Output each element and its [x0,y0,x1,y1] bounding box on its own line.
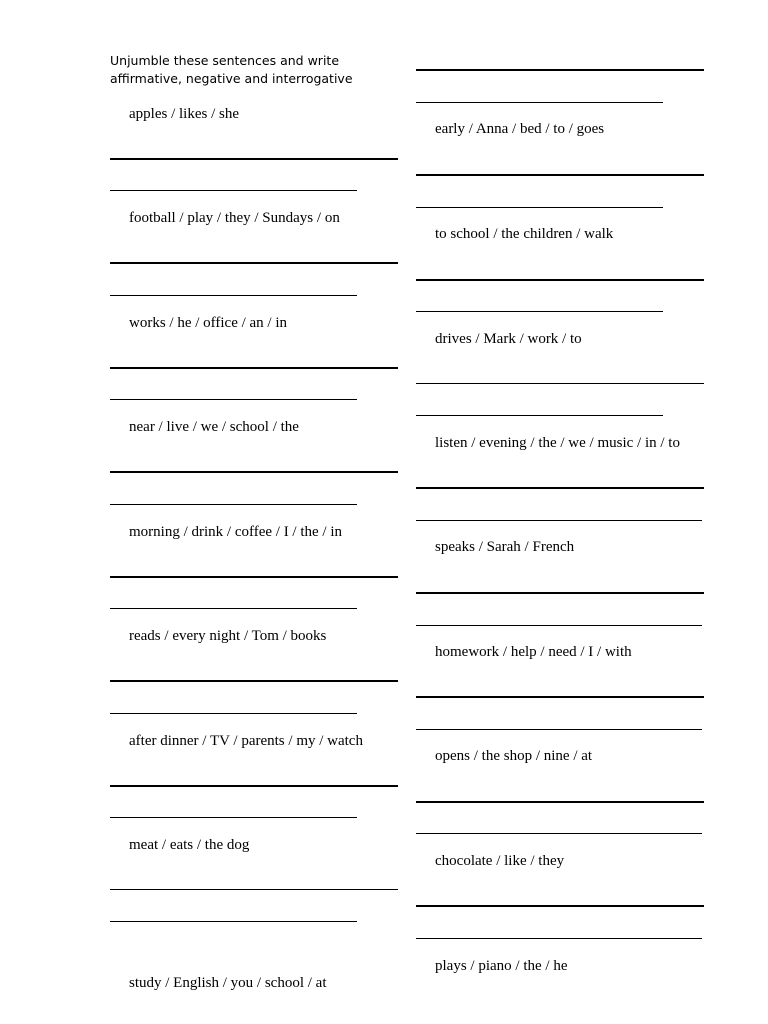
answer-line [416,69,704,71]
prompt-right-8: chocolate / like / they [435,853,565,869]
prompt-left-6: reads / every night / Tom / books [129,628,327,644]
prompt-right-3: drives / Mark / work / to [435,331,582,347]
answer-line [110,785,398,787]
instructions-text: Unjumble these sentences and write affirmative, negative and interrogative [110,53,353,86]
answer-line [110,504,357,505]
answer-line [110,576,398,578]
answer-line [416,102,663,103]
answer-line [416,415,663,416]
prompt-left-4: near / live / we / school / the [129,419,299,435]
prompt-right-9: plays / piano / the / he [435,958,568,974]
answer-line [416,938,702,939]
answer-line [110,713,357,714]
prompt-left-5: morning / drink / coffee / I / the / in [129,524,343,540]
prompt-left-7: after dinner / TV / parents / my / watch [129,733,363,749]
answer-line [110,190,357,191]
answer-line [416,520,702,521]
answer-line [416,311,663,312]
answer-line [416,207,663,208]
prompt-right-4: listen / evening / the / we / music / in / to [435,435,680,451]
prompt-left-8: meat / eats / the dog [129,837,250,853]
answer-line [416,174,704,176]
answer-line [416,905,704,907]
answer-line [416,487,704,489]
prompt-right-6: homework / help / need / I / with [435,644,632,660]
answer-line [416,833,702,834]
answer-line [110,608,357,609]
answer-line [110,921,357,922]
prompt-right-5: speaks / Sarah / French [435,539,575,555]
answer-line [416,729,702,730]
prompt-left-1: apples / likes / she [129,106,239,122]
prompt-right-2: to school / the children / walk [435,226,614,242]
answer-line [416,279,704,281]
prompt-left-3: works / he / office / an / in [129,315,288,331]
answer-line [110,889,398,890]
answer-line [416,383,704,384]
prompt-right-7: opens / the shop / nine / at [435,748,593,764]
answer-line [416,625,702,626]
answer-line [110,158,398,160]
answer-line [110,399,357,400]
prompt-left-2: football / play / they / Sundays / on [129,210,340,226]
answer-line [416,696,704,698]
answer-line [110,680,398,682]
answer-line [416,592,704,594]
prompt-right-1: early / Anna / bed / to / goes [435,121,605,137]
answer-line [110,262,398,264]
answer-line [110,817,357,818]
answer-line [110,471,398,473]
answer-line [110,367,398,369]
answer-line [416,801,704,803]
prompt-left-9: study / English / you / school / at [129,975,327,991]
answer-line [110,295,357,296]
